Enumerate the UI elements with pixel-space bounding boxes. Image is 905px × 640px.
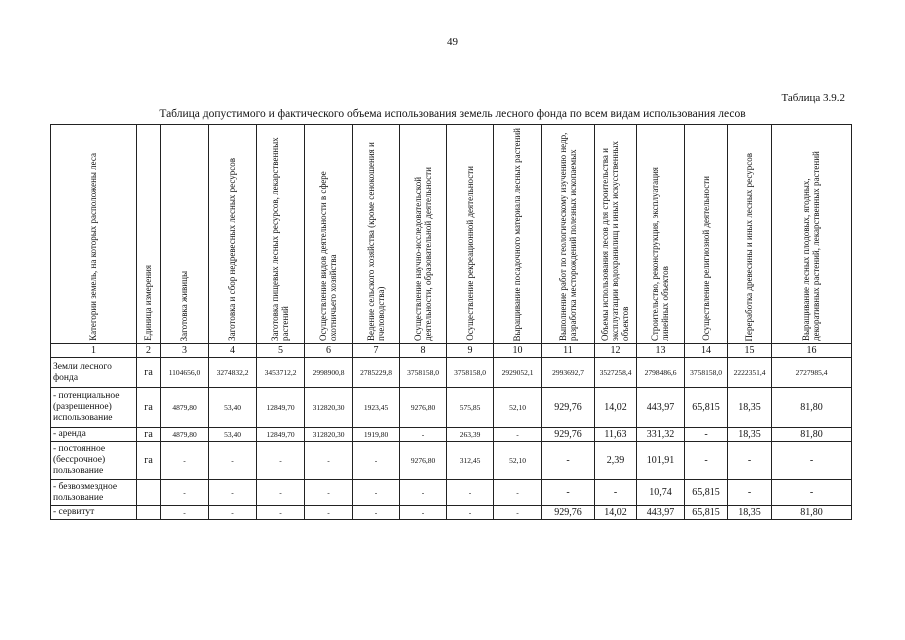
column-header: [161, 125, 209, 344]
unit-cell: [137, 506, 161, 520]
column-number: 15: [728, 344, 772, 358]
value-cell: -: [305, 480, 353, 506]
value-cell: 101,91: [637, 442, 685, 480]
column-header-text: Выполнение работ по геологическому изучению недр, разработка месторождений полезных ископаемых: [557, 132, 578, 341]
value-cell: 2798486,6: [637, 358, 685, 388]
column-header-text: Единица измерения: [143, 265, 154, 341]
column-number: 10: [494, 344, 542, 358]
column-header-text: Ведение сельского хозяйства (кроме сенокошения и пчеловодства): [365, 142, 386, 341]
value-cell: 443,97: [637, 506, 685, 520]
value-cell: -: [161, 480, 209, 506]
category-cell: Земли лесного фонда: [51, 358, 137, 388]
value-cell: -: [494, 480, 542, 506]
column-number: 7: [353, 344, 400, 358]
column-header-text: Заготовка живицы: [179, 270, 190, 341]
value-cell: 65,815: [685, 506, 728, 520]
unit-cell: га: [137, 428, 161, 442]
category-cell: - сервитут: [51, 506, 137, 520]
value-cell: 929,76: [542, 428, 595, 442]
value-cell: 3453712,2: [257, 358, 305, 388]
column-header: [685, 125, 728, 344]
column-number: 3: [161, 344, 209, 358]
column-number: 8: [400, 344, 447, 358]
value-cell: 312,45: [447, 442, 494, 480]
column-header-text: Строительство, реконструкция, эксплуатация линейных объектов: [650, 167, 671, 341]
value-cell: -: [305, 506, 353, 520]
value-cell: -: [542, 442, 595, 480]
value-cell: 18,35: [728, 428, 772, 442]
value-cell: 929,76: [542, 506, 595, 520]
value-cell: 18,35: [728, 388, 772, 428]
column-header-text: Объемы использования лесов для строительства и эксплуатации водохранилищ и иных искусственных объектов: [600, 141, 631, 341]
column-number-row: [51, 344, 852, 358]
value-cell: 4879,80: [161, 388, 209, 428]
value-cell: 575,85: [447, 388, 494, 428]
table-caption: Таблица допустимого и фактического объема использования земель лесного фонда по всем видам использования лесов: [159, 108, 746, 120]
column-number: 4: [209, 344, 257, 358]
value-cell: -: [447, 506, 494, 520]
value-cell: -: [353, 480, 400, 506]
value-cell: 81,80: [772, 506, 852, 520]
table-row: [51, 358, 852, 388]
value-cell: 312820,30: [305, 428, 353, 442]
value-cell: 443,97: [637, 388, 685, 428]
category-cell: - безвозмездное пользование: [51, 480, 137, 506]
column-header: [595, 125, 637, 344]
value-cell: 14,02: [595, 388, 637, 428]
value-cell: 3274832,2: [209, 358, 257, 388]
value-cell: 2785229,8: [353, 358, 400, 388]
column-header-text: Заготовка и сбор недревесных лесных ресурсов: [227, 158, 238, 341]
value-cell: 3758158,0: [447, 358, 494, 388]
table-row: [51, 480, 852, 506]
value-cell: 53,40: [209, 428, 257, 442]
value-cell: 312820,30: [305, 388, 353, 428]
value-cell: -: [772, 442, 852, 480]
column-header-text: Осуществление рекреационной деятельности: [464, 166, 475, 341]
value-cell: -: [595, 480, 637, 506]
value-cell: 2929052,1: [494, 358, 542, 388]
value-cell: 81,80: [772, 428, 852, 442]
value-cell: -: [209, 442, 257, 480]
value-cell: 2727985,4: [772, 358, 852, 388]
value-cell: 3758158,0: [400, 358, 447, 388]
column-header: [542, 125, 595, 344]
column-header-text: Категории земель, на которых расположены леса: [88, 153, 99, 341]
column-header-text: Выращивание лесных плодовых, ягодных, декоративных растений, лекарственных растений: [801, 151, 822, 341]
unit-cell: га: [137, 358, 161, 388]
land-use-table: [50, 124, 852, 520]
category-cell: - потенциальное (разрешенное) использование: [51, 388, 137, 428]
value-cell: 1919,80: [353, 428, 400, 442]
value-cell: 12849,70: [257, 428, 305, 442]
value-cell: 9276,80: [400, 388, 447, 428]
value-cell: -: [685, 442, 728, 480]
value-cell: -: [353, 442, 400, 480]
column-number: 2: [137, 344, 161, 358]
value-cell: 4879,80: [161, 428, 209, 442]
column-number: 12: [595, 344, 637, 358]
category-cell: - аренда: [51, 428, 137, 442]
value-cell: 52,10: [494, 388, 542, 428]
column-header: [209, 125, 257, 344]
category-cell: - постоянное (бессрочное) пользование: [51, 442, 137, 480]
value-cell: -: [305, 442, 353, 480]
column-header: [257, 125, 305, 344]
table-row: [51, 442, 852, 480]
value-cell: -: [161, 442, 209, 480]
value-cell: 10,74: [637, 480, 685, 506]
value-cell: 2993692,7: [542, 358, 595, 388]
column-header: [400, 125, 447, 344]
value-cell: -: [161, 506, 209, 520]
column-header-text: Выращивание посадочного материала лесных растений: [512, 127, 523, 341]
value-cell: 12849,70: [257, 388, 305, 428]
unit-cell: [137, 480, 161, 506]
column-header: [447, 125, 494, 344]
column-number: 5: [257, 344, 305, 358]
table-body: [51, 358, 852, 520]
value-cell: 65,815: [685, 388, 728, 428]
value-cell: -: [772, 480, 852, 506]
value-cell: -: [400, 428, 447, 442]
value-cell: 14,02: [595, 506, 637, 520]
value-cell: -: [353, 506, 400, 520]
unit-cell: га: [137, 442, 161, 480]
column-header: [772, 125, 852, 344]
value-cell: -: [494, 506, 542, 520]
column-number: 14: [685, 344, 728, 358]
column-number: 16: [772, 344, 852, 358]
table-row: [51, 428, 852, 442]
column-header: [305, 125, 353, 344]
column-number: 1: [51, 344, 137, 358]
value-cell: -: [209, 480, 257, 506]
value-cell: -: [400, 480, 447, 506]
value-cell: 929,76: [542, 388, 595, 428]
value-cell: 11,63: [595, 428, 637, 442]
header-row: [51, 125, 852, 344]
column-header: [353, 125, 400, 344]
value-cell: -: [542, 480, 595, 506]
column-header: [728, 125, 772, 344]
value-cell: 3527258,4: [595, 358, 637, 388]
value-cell: -: [257, 506, 305, 520]
value-cell: 2,39: [595, 442, 637, 480]
value-cell: 53,40: [209, 388, 257, 428]
value-cell: 1923,45: [353, 388, 400, 428]
table-row: [51, 506, 852, 520]
column-header-text: Осуществление научно-исследовательской деятельности, образовательной деятельности: [412, 167, 433, 341]
column-header-text: Осуществление религиозной деятельности: [700, 176, 711, 341]
value-cell: -: [728, 480, 772, 506]
column-number: 13: [637, 344, 685, 358]
column-header-text: Заготовка пищевых лесных ресурсов, лекарственных растений: [270, 137, 291, 341]
value-cell: -: [685, 428, 728, 442]
unit-cell: га: [137, 388, 161, 428]
value-cell: -: [209, 506, 257, 520]
value-cell: 2222351,4: [728, 358, 772, 388]
page-number: 49: [447, 36, 458, 48]
column-header: [51, 125, 137, 344]
value-cell: 1104656,0: [161, 358, 209, 388]
column-header-text: Осуществление видов деятельности в сфере охотничьего хозяйства: [318, 171, 339, 341]
value-cell: 81,80: [772, 388, 852, 428]
value-cell: 65,815: [685, 480, 728, 506]
value-cell: 3758158,0: [685, 358, 728, 388]
column-number: 9: [447, 344, 494, 358]
column-header: [137, 125, 161, 344]
value-cell: 9276,80: [400, 442, 447, 480]
value-cell: -: [257, 480, 305, 506]
column-header: [637, 125, 685, 344]
value-cell: -: [400, 506, 447, 520]
column-number: 11: [542, 344, 595, 358]
value-cell: 52,10: [494, 442, 542, 480]
value-cell: -: [447, 480, 494, 506]
value-cell: 18,35: [728, 506, 772, 520]
value-cell: 263,39: [447, 428, 494, 442]
value-cell: -: [257, 442, 305, 480]
value-cell: 2998900,8: [305, 358, 353, 388]
column-header: [494, 125, 542, 344]
value-cell: -: [728, 442, 772, 480]
value-cell: 331,32: [637, 428, 685, 442]
value-cell: -: [494, 428, 542, 442]
column-number: 6: [305, 344, 353, 358]
table-row: [51, 388, 852, 428]
table-label: Таблица 3.9.2: [781, 92, 845, 104]
column-header-text: Переработка древесины и иных лесных ресурсов: [744, 152, 755, 341]
